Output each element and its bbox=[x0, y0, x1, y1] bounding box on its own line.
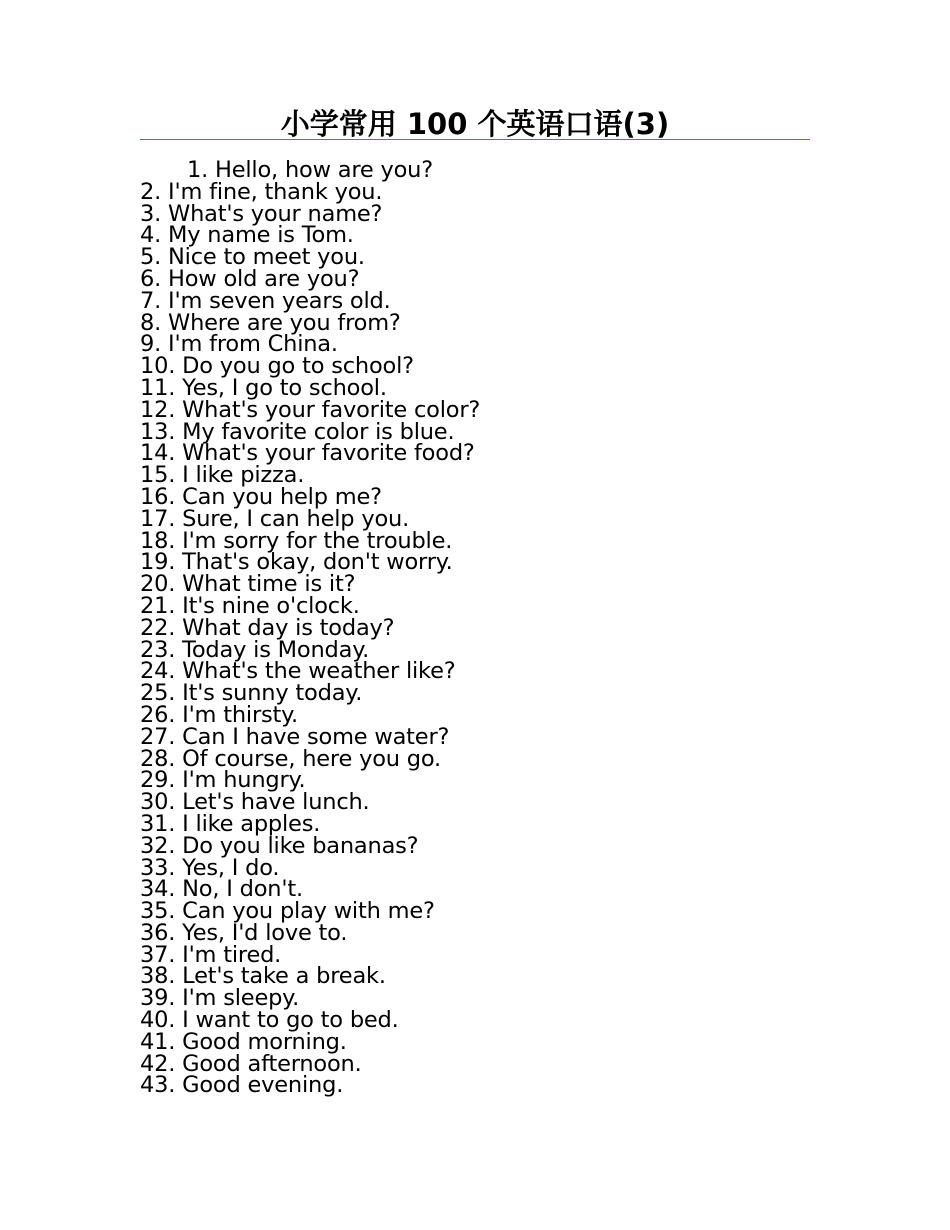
list-item: 12. What's your favorite color? bbox=[140, 396, 481, 423]
list-item: 14. What's your favorite food? bbox=[140, 440, 475, 467]
list-item: 34. No, I don't. bbox=[140, 876, 303, 903]
list-item: 15. I like pizza. bbox=[140, 462, 305, 489]
list-item: 13. My favorite color is blue. bbox=[140, 418, 455, 445]
list-item: 38. Let's take a break. bbox=[140, 963, 386, 990]
list-item: 40. I want to go to bed. bbox=[140, 1007, 399, 1034]
list-item: 37. I'm tired. bbox=[140, 941, 282, 968]
list-item: 7. I'm seven years old. bbox=[140, 287, 391, 314]
list-item: 21. It's nine o'clock. bbox=[140, 592, 360, 619]
list-item: 42. Good afternoon. bbox=[140, 1050, 362, 1077]
list-item: 39. I'm sleepy. bbox=[140, 985, 300, 1012]
phrase-list bbox=[140, 157, 481, 1099]
list-item: 32. Do you like bananas? bbox=[140, 832, 419, 859]
list-item: 5. Nice to meet you. bbox=[140, 244, 365, 271]
list-item: 23. Today is Monday. bbox=[140, 636, 370, 663]
list-item: 31. I like apples. bbox=[140, 810, 321, 837]
list-item: 24. What's the weather like? bbox=[140, 658, 456, 685]
list-item: 22. What day is today? bbox=[140, 614, 395, 641]
list-item: 3. What's your name? bbox=[140, 200, 383, 227]
list-item: 28. Of course, here you go. bbox=[140, 745, 441, 772]
list-item: 19. That's okay, don't worry. bbox=[140, 549, 453, 576]
list-item: 16. Can you help me? bbox=[140, 483, 382, 510]
list-item: 27. Can I have some water? bbox=[140, 723, 450, 750]
list-item: 30. Let's have lunch. bbox=[140, 789, 370, 816]
list-item: 20. What time is it? bbox=[140, 571, 356, 598]
list-item: 11. Yes, I go to school. bbox=[140, 374, 387, 401]
list-item: 26. I'm thirsty. bbox=[140, 701, 299, 728]
list-item: 4. My name is Tom. bbox=[140, 222, 354, 249]
list-item: 29. I'm hungry. bbox=[140, 767, 306, 794]
list-item: 10. Do you go to school? bbox=[140, 353, 414, 380]
list-item: 1. Hello, how are you? bbox=[187, 157, 433, 183]
list-item: 9. I'm from China. bbox=[140, 331, 338, 358]
list-item: 25. It's sunny today. bbox=[140, 680, 363, 707]
list-item: 18. I'm sorry for the trouble. bbox=[140, 527, 453, 554]
list-item: 6. How old are you? bbox=[140, 265, 360, 292]
list-item: 17. Sure, I can help you. bbox=[140, 505, 410, 532]
list-item: 43. Good evening. bbox=[140, 1072, 344, 1099]
title-underline-rule bbox=[140, 139, 810, 140]
list-item: 41. Good morning. bbox=[140, 1028, 347, 1055]
list-item: 2. I'm fine, thank you. bbox=[140, 178, 383, 205]
list-item: 8. Where are you from? bbox=[140, 309, 401, 336]
document-title: 小学常用 100 个英语口语(3) bbox=[280, 107, 670, 141]
list-item: 35. Can you play with me? bbox=[140, 898, 435, 925]
list-item: 33. Yes, I do. bbox=[140, 854, 280, 881]
list-item: 36. Yes, I'd love to. bbox=[140, 919, 348, 946]
